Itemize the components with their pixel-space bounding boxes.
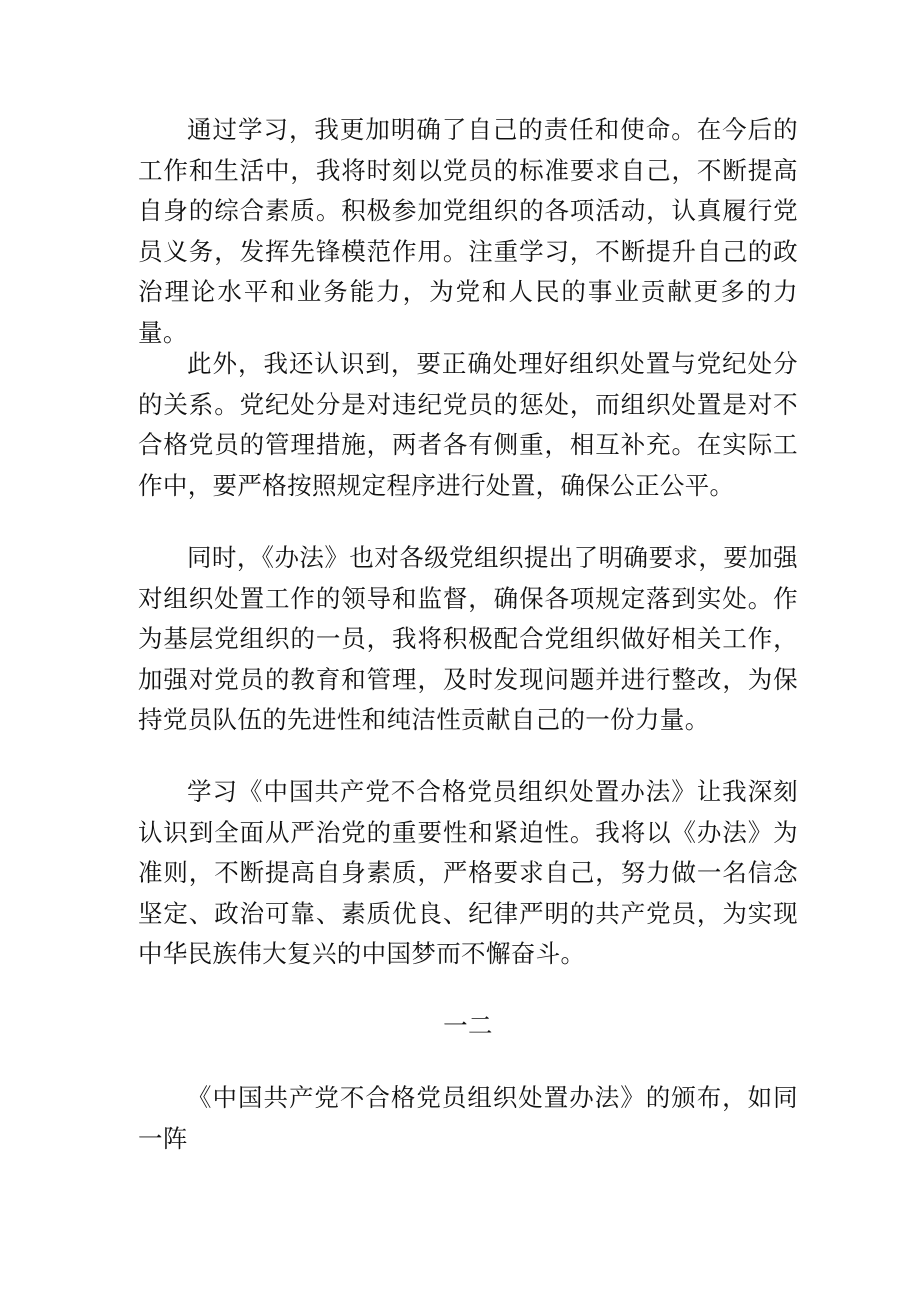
paragraph-responsibility: 通过学习，我更加明确了自己的责任和使命。在今后的工作和生活中，我将时刻以党员的标准要求自己，不断提高自身的综合素质。积极参加党组织的各项活动，认真履行党员义务，发挥先锋模范作用。注重学习，不断提升自己的政治理论水平和业务能力，为党和人民的事业贡献更多的力量。: [138, 115, 798, 347]
paragraph-next-section: 《中国共产党不合格党员组织处置办法》的颁布，如同一阵: [138, 1083, 798, 1153]
paragraph-party-organization: 同时，《办法》也对各级党组织提出了明确要求，要加强对组织处置工作的领导和监督，确保各项规定落到实处。作为基层党组织的一员，我将积极配合党组织做好相关工作，加强对党员的教育和管理，及时发现问题并进行整改，为保持党员队伍的先进性和纯洁性贡献自己的一份力量。: [138, 543, 798, 734]
paragraph-conclusion: 学习《中国共产党不合格党员组织处置办法》让我深刻认识到全面从严治党的重要性和紧迫性。我将以《办法》为准则，不断提高自身素质，严格要求自己，努力做一名信念坚定、政治可靠、素质优良、纪律严明的共产党员，为实现中华民族伟大复兴的中国梦而不懈奋斗。: [138, 777, 798, 968]
paragraph-discipline-relation: 此外，我还认识到，要正确处理好组织处置与党纪处分的关系。党纪处分是对违纪党员的惩处，而组织处置是对不合格党员的管理措施，两者各有侧重，相互补充。在实际工作中，要严格按照规定程序进行处置，确保公正公平。: [138, 349, 798, 500]
document-body: [138, 110, 798, 1159]
section-number: 一二: [443, 1011, 493, 1040]
